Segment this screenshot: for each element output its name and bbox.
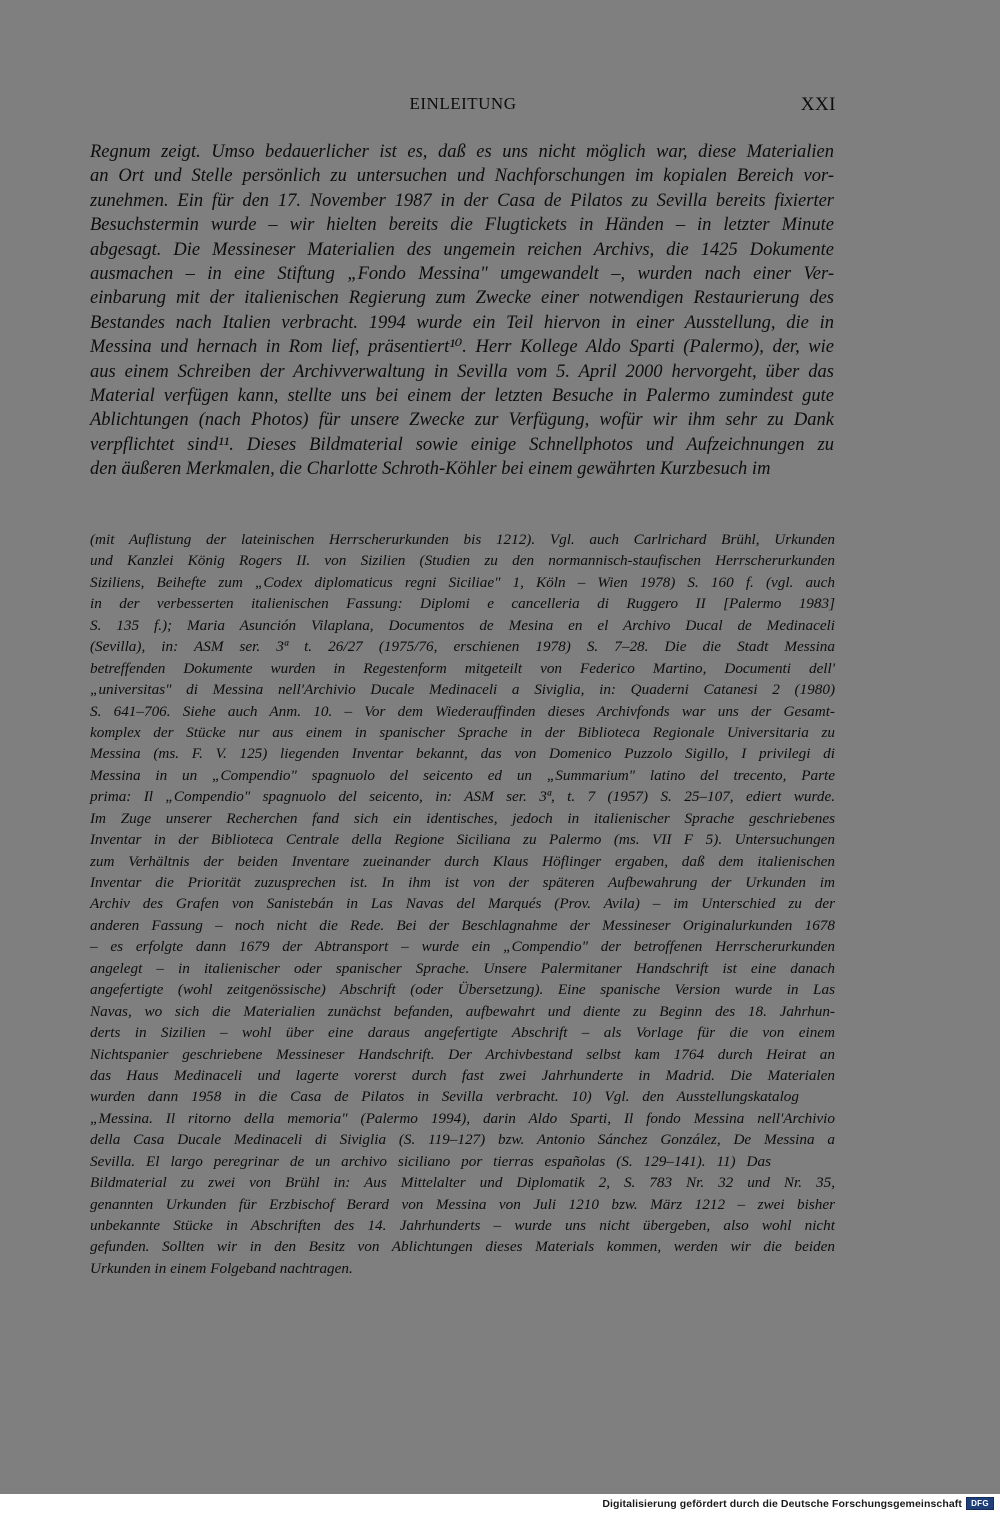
page-number: XXI <box>800 94 836 115</box>
footnote-line-text: angelegt – in italienischer oder spanischer Sprache. Unsere Palermitaner Handschrift ist eine danach <box>90 959 835 977</box>
text-line-text: Material verfügen kann, stellte uns bei einem der letzten Besuche in Palermo zumindest gute <box>90 385 834 406</box>
footnote-line <box>90 958 835 979</box>
footnote-line-text: „Messina. Il ritorno della memoria" (Palermo 1994), darin Aldo Sparti, Il fondo Messina nell'Archivio <box>90 1109 835 1127</box>
footnote-line <box>90 893 835 914</box>
page-footer <box>0 1494 1000 1514</box>
footnote-line-text: das Haus Medinaceli und lagerte vorerst durch fast zwei Jahrhunderte in Madrid. Die Materialen <box>90 1066 835 1084</box>
text-line <box>90 262 834 286</box>
dfg-logo-icon: DFG <box>966 1497 994 1510</box>
footnote-line <box>90 1172 835 1193</box>
text-line <box>90 360 834 384</box>
footnote-line-text: S. 135 f.); Maria Asunción Vilaplana, Documentos de Mesina en el Archivo Ducal de Medinaceli <box>90 616 835 634</box>
footnote-line <box>90 872 835 893</box>
footnote-line <box>90 1215 835 1236</box>
footnote-line-text: Navas, wo sich die Materialien zunächst befanden, aufbewahrt und diente zu Beginn des 18. Jahrhun- <box>90 1002 835 1020</box>
footnote-line-text: genannten Urkunden für Erzbischof Berard von Messina von Juli 1210 bzw. März 1212 – zwei bisher <box>90 1195 835 1213</box>
text-line <box>90 213 834 237</box>
footnote-line <box>90 765 835 786</box>
text-line-text: Bestandes nach Italien verbracht. 1994 wurde ein Teil hiervon in einer Ausstellung, die in <box>90 312 834 333</box>
footnote-line-text: Archiv des Grafen von Sanistebán in Las Navas del Marqués (Prov. Avila) – im Unterschied zu der <box>90 895 835 913</box>
footnotes <box>90 529 835 1279</box>
footnote-line <box>90 1086 835 1107</box>
footnote-line <box>90 550 835 571</box>
footnote-line <box>90 979 835 1000</box>
text-line-text: Regnum zeigt. Umso bedauerlicher ist es, daß es uns nicht möglich war, diese Materialien <box>90 142 834 162</box>
footnote-line-text: anderen Fassung – noch nicht die Rede. Bei der Beschlagnahme der Messineser Originalurkunden 1678 <box>90 916 835 934</box>
footnote-line <box>90 572 835 593</box>
footnote-line <box>90 1151 835 1172</box>
running-head <box>90 94 836 118</box>
footnote-line <box>90 1065 835 1086</box>
footnote-line <box>90 1194 835 1215</box>
footnote-line-text: Urkunden in einem Folgeband nachtragen. <box>90 1259 353 1277</box>
footnote-line <box>90 593 835 614</box>
text-line <box>90 140 834 164</box>
footnote-line <box>90 722 835 743</box>
text-line <box>90 286 834 310</box>
footnote-line-text: in der verbesserten italienischen Fassung: Diplomi e cancelleria di Ruggero II [Palermo 1983] <box>90 595 835 613</box>
text-line-text: abgesagt. Die Messineser Materialien des ungemein reichen Archivs, die 1425 Dokumente <box>90 239 834 260</box>
footnote-line-text: Im Zuge unserer Recherchen fand sich ein identisches, jedoch in italienischer Sprache geschriebenes <box>90 809 835 827</box>
footnote-line <box>90 786 835 807</box>
footnote-line-text: Messina in un „Compendio" spagnuolo del seicento ed un „Summarium" latino del trecento, Parte <box>90 766 835 784</box>
text-line-text: den äußeren Merkmalen, die Charlotte Schroth-Köhler bei einem gewährten Kurzbesuch im <box>90 459 771 480</box>
text-line-text: Messina und hernach in Rom lief, präsentiert¹⁰. Herr Kollege Aldo Sparti (Palermo), der, wie <box>90 337 834 358</box>
footnote-line <box>90 658 835 679</box>
text-line-text: zunehmen. Ein für den 17. November 1987 in der Casa de Pilatos zu Sevilla bereits fixierter <box>90 190 834 211</box>
footnote-line <box>90 615 835 636</box>
text-line-text: Besuchstermin wurde – wir hielten bereits die Flugtickets in Händen – in letzter Minute <box>90 215 834 236</box>
footnote-line <box>90 529 835 550</box>
footnote-line-text: wurden dann 1958 in die Casa de Pilatos in Sevilla verbracht. 10) Vgl. den Ausstellungskatalog <box>90 1088 799 1106</box>
footnote-line <box>90 915 835 936</box>
footnote-line <box>90 743 835 764</box>
footnote-line-text: Nichtspanier geschriebene Messineser Handschrift. Der Archivbestand selbst kam 1764 durch Heirat an <box>90 1045 835 1063</box>
text-line <box>90 457 834 481</box>
footnote-line <box>90 701 835 722</box>
footnote-line-text: (mit Auflistung der lateinischen Herrscherurkunden bis 1212). Vgl. auch Carlrichard Brühl, Urkunden <box>90 531 835 548</box>
footnote-line-text: und Kanzlei König Rogers II. von Sizilien (Studien zu den normannisch-staufischen Herrscherurkunden <box>90 552 835 570</box>
footnote-line <box>90 1108 835 1129</box>
text-line <box>90 384 834 408</box>
main-text <box>90 140 834 481</box>
footnote-line-text: zum Verhältnis der beiden Inventare zueinander durch Klaus Höflinger ergaben, daß dem italienischen <box>90 852 835 870</box>
footnote-line <box>90 808 835 829</box>
footnote-line-text: unbekannte Stücke in Abschriften des 14. Jahrhunderts – wurde uns nicht übergeben, also wohl nicht <box>90 1217 835 1234</box>
footnote-line <box>90 679 835 700</box>
footnote-line <box>90 1001 835 1022</box>
footnote-line <box>90 1044 835 1065</box>
text-line <box>90 238 834 262</box>
footnote-line <box>90 1022 835 1043</box>
footnote-line <box>90 851 835 872</box>
running-title: EINLEITUNG <box>409 94 517 113</box>
footnote-line-text: Messina (ms. F. V. 125) liegenden Inventar bekannt, das von Domenico Puzzolo Sigillo, I privilegi di <box>90 745 835 763</box>
footnote-line <box>90 1129 835 1150</box>
footnote-line-text: derts in Sizilien – wohl über eine daraus angefertigte Abschrift – als Vorlage für die von einem <box>90 1024 835 1042</box>
text-line <box>90 164 834 188</box>
footnote-line-text: prima: Il „Compendio" spagnuolo del seicento, in: ASM ser. 3ª, t. 7 (1957) S. 25–107, ediert wurde. <box>90 788 835 806</box>
text-line <box>90 433 834 457</box>
footnote-line-text: angefertigte (wohl zeitgenössische) Abschrift (oder Übersetzung). Eine spanische Version wurde in Las <box>90 981 835 999</box>
footnote-line-text: – es erfolgte dann 1679 der Abtransport – wurde ein „Compendio" der betroffenen Herrscherurkunden <box>90 938 835 956</box>
footnote-line-text: Inventar in der Biblioteca Centrale della Regione Siciliana zu Palermo (ms. VII F 5). Untersuchungen <box>90 831 835 849</box>
text-line-text: aus einem Schreiben der Archivverwaltung in Sevilla vom 5. April 2000 hervorgeht, über das <box>90 361 834 382</box>
text-line <box>90 335 834 359</box>
footnote-line-text: della Casa Ducale Medinaceli di Siviglia (S. 119–127) bzw. Antonio Sánchez González, De Messina a <box>90 1131 835 1149</box>
footnote-line-text: S. 641–706. Siehe auch Anm. 10. – Vor dem Wiederauffinden dieses Archivfonds war uns der Gesamt- <box>90 702 835 720</box>
footnote-line-text: Bildmaterial zu zwei von Brühl in: Aus Mittelalter und Diplomatik 2, S. 783 Nr. 32 und Nr. 35, <box>90 1174 835 1192</box>
footnote-line-text: (Sevilla), in: ASM ser. 3ª t. 26/27 (1975/76, erschienen 1978) S. 7–28. Die die Stadt Messina <box>90 638 835 656</box>
text-line <box>90 311 834 335</box>
footnote-line-text: Inventar die Priorität zuzusprechen ist. In ihm ist von der späteren Aufbewahrung der Urkunden im <box>90 874 835 891</box>
footnote-line-text: betreffenden Dokumente wurden in Regestenform mitgeteilt von Federico Martino, Documenti dell' <box>90 659 835 677</box>
footnote-line-text: gefunden. Sollten wir in den Besitz von Ablichtungen dieses Materials kommen, werden wir die beiden <box>90 1238 835 1256</box>
text-line-text: verpflichtet sind¹¹. Dieses Bildmaterial sowie einige Schnellphotos und Aufzeichnungen zu <box>90 434 834 455</box>
footnote-line <box>90 1236 835 1257</box>
footnote-line-text: komplex der Stücke nur aus einem in spanischer Sprache in der Biblioteca Regionale Universitaria zu <box>90 723 835 741</box>
text-line-text: ausmachen – in eine Stiftung „Fondo Messina" umgewandelt –, wurden nach einer Ver- <box>90 263 834 284</box>
text-line <box>90 408 834 432</box>
text-line-text: Ablichtungen (nach Photos) für unsere Zwecke zur Verfügung, wofür wir ihm sehr zu Dank <box>90 410 834 431</box>
footnote-line-text: Siziliens, Beihefte zum „Codex diplomaticus regni Siciliae" 1, Köln – Wien 1978) S. 160 f. (vgl. auch <box>90 573 835 591</box>
footnote-line-text: Sevilla. El largo peregrinar de un archivo siciliano por tierras españolas (S. 129–141). 11) Das <box>90 1152 771 1170</box>
funding-credit: Digitalisierung gefördert durch die Deutsche Forschungsgemeinschaft <box>602 1498 962 1510</box>
footnote-line <box>90 829 835 850</box>
footnote-line <box>90 936 835 957</box>
footnote-line <box>90 1258 835 1279</box>
footnote-line-text: „universitas" di Messina nell'Archivio Ducale Medinaceli a Siviglia, in: Quaderni Catanesi 2 (1980) <box>90 681 835 699</box>
footnote-line <box>90 636 835 657</box>
text-line-text: einbarung mit der italienischen Regierung zum Zwecke einer notwendigen Restaurierung des <box>90 288 834 309</box>
text-line <box>90 189 834 213</box>
text-line-text: an Ort und Stelle persönlich zu untersuchen und Nachforschungen im kopialen Bereich vor- <box>90 166 834 187</box>
